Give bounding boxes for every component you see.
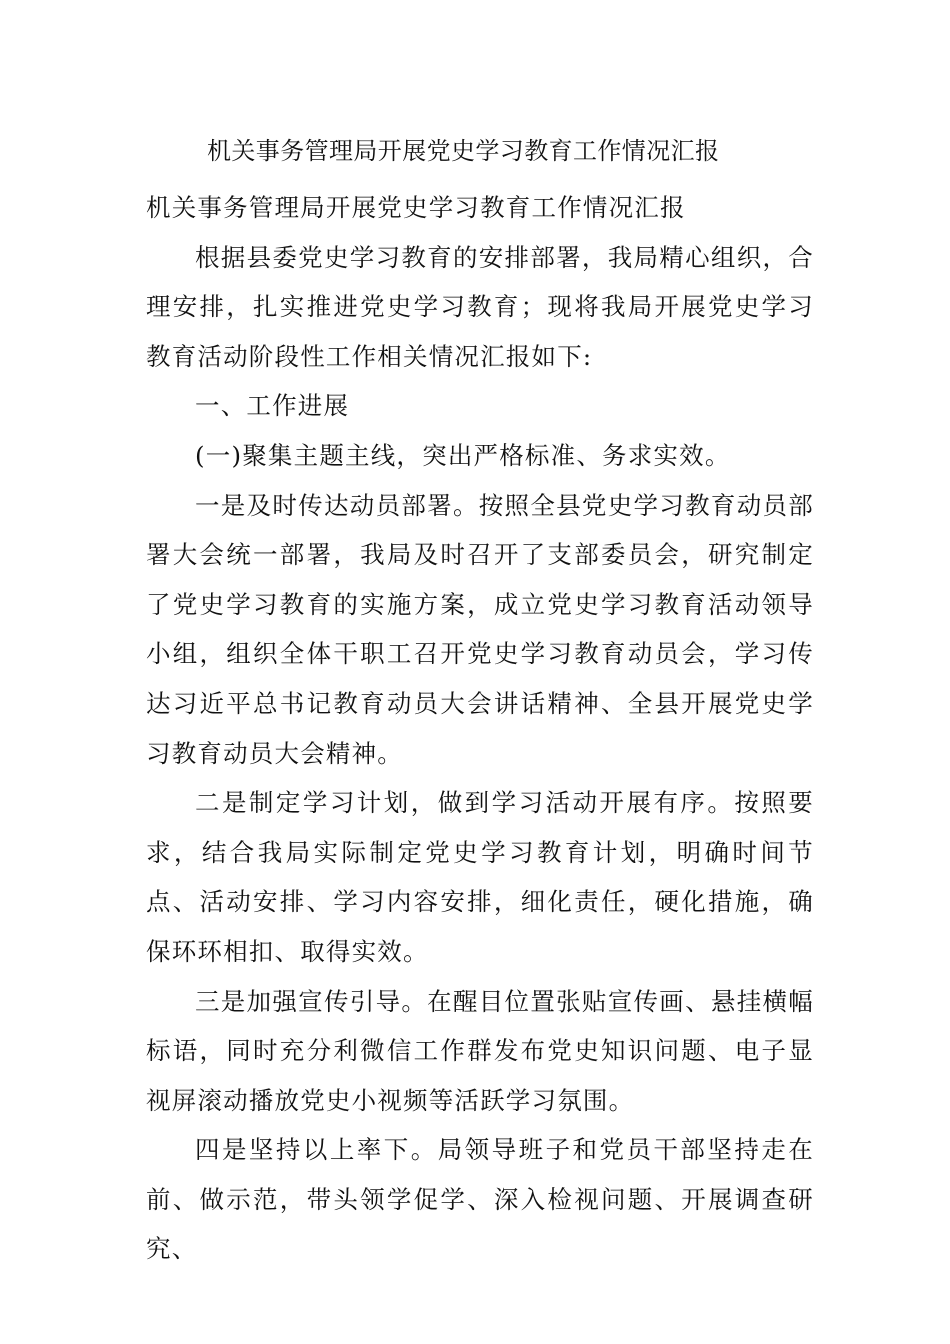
paragraph-item-3: 三是加强宣传引导。在醒目位置张贴宣传画、悬挂横幅标语，同时充分利微信工作群发布党史知识问题、电子显视屏滚动播放党史小视频等活跃学习氛围。 — [146, 986, 814, 1115]
document-subtitle: 机关事务管理局开展党史学习教育工作情况汇报 — [146, 193, 686, 222]
section-heading-progress: 一、工作进展 — [195, 391, 350, 421]
paragraph-item-1: 一是及时传达动员部署。按照全县党史学习教育动员部署大会统一部署，我局及时召开了支部委员会，研究制定了党史学习教育的实施方案，成立党史学习教育活动领导小组，组织全体干职工召开党史学习教育动员会，学习传达习近平总书记教育动员大会讲话精神、全县开展党史学习教育动员大会精神。 — [146, 490, 814, 768]
document-title: 机关事务管理局开展党史学习教育工作情况汇报 — [207, 137, 720, 165]
subsection-heading-1: (一)聚集主题主线，突出严格标准、务求实效。 — [195, 440, 731, 470]
document-body — [146, 183, 814, 1274]
paragraph-item-4: 四是坚持以上率下。局领导班子和党员干部坚持走在前、做示范，带头领学促学、深入检视问题、开展调查研究、 — [146, 1135, 814, 1264]
paragraph-intro: 根据县委党史学习教育的安排部署，我局精心组织，合理安排，扎实推进党史学习教育；现将我局开展党史学习教育活动阶段性工作相关情况汇报如下: — [146, 242, 814, 371]
paragraph-item-2: 二是制定学习计划，做到学习活动开展有序。按照要求，结合我局实际制定党史学习教育计划，明确时间节点、活动安排、学习内容安排，细化责任，硬化措施，确保环环相扣、取得实效。 — [146, 788, 814, 966]
